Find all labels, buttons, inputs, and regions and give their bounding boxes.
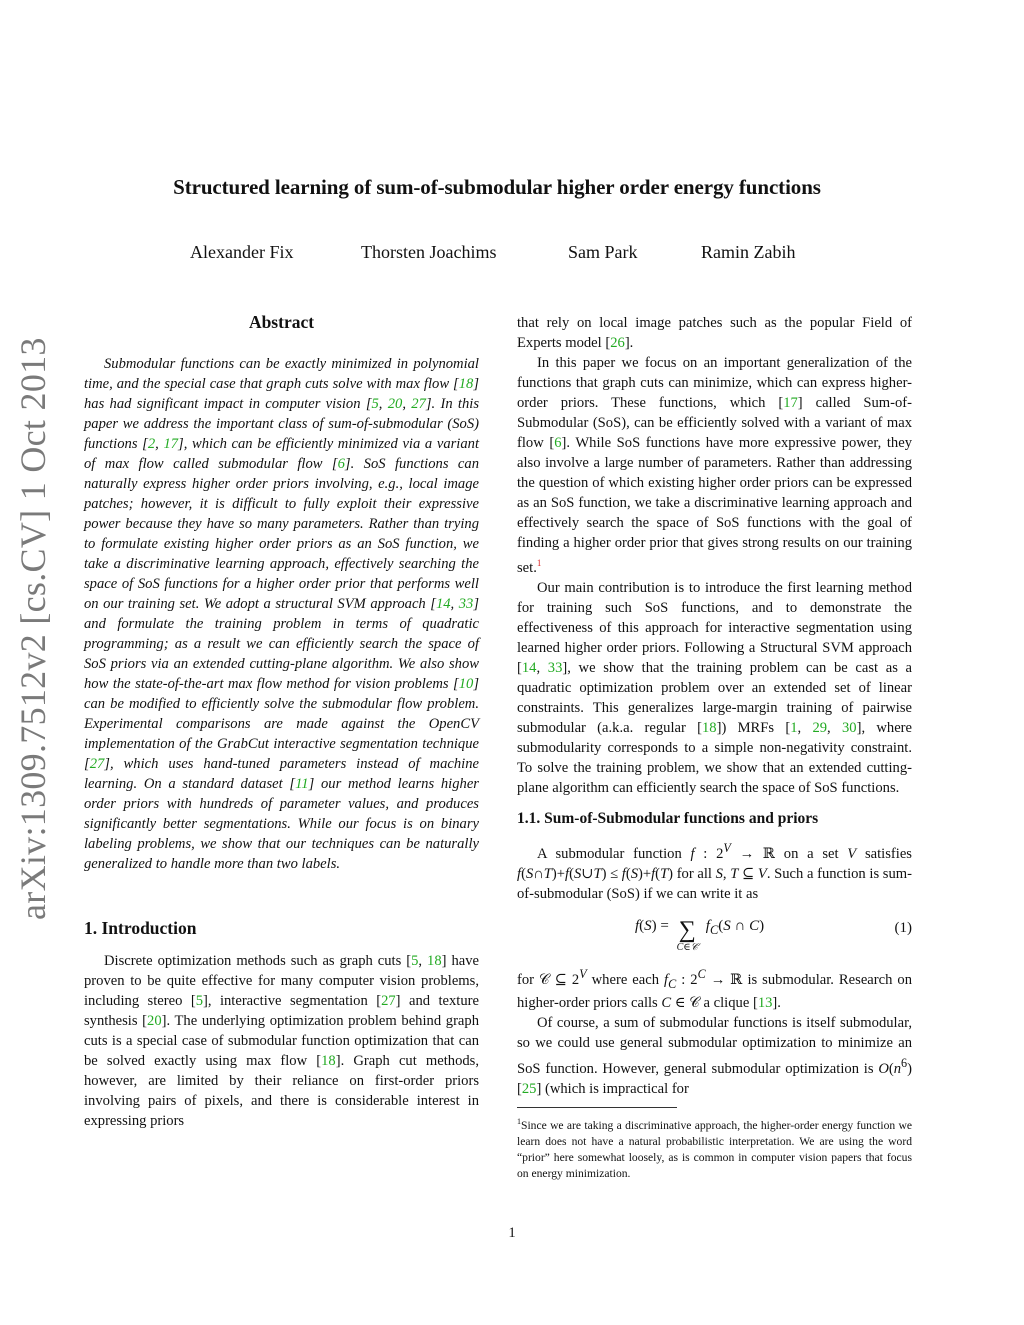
citation-link[interactable]: 33: [458, 596, 474, 612]
footnote-marker[interactable]: 1: [536, 558, 542, 568]
equation-number: (1): [894, 919, 912, 936]
equation-1: [517, 914, 912, 960]
footnote: $^1$Since we are taking a discriminative approach, the higher-order energy function we learn does not have a natural probabilistic interpretation. We are using the word “prior” here somewhat loosely, as is common in computer vision papers that focus on energy minimization.: [517, 1117, 912, 1181]
citation-link[interactable]: 27: [381, 993, 396, 1009]
right-column: [517, 313, 912, 1182]
equation-rhs: $f_C(S$ ∩ C): [705, 917, 765, 937]
page-number: 1: [508, 1225, 516, 1241]
body-paragraph: Of course, a sum of submodular functions is itself submodular, so we could use general submodular optimization to minimize an SoS function. However, general submodular optimization is $O(n^6)$ [25] (which is impractical for: [517, 1015, 912, 1098]
author-name: Thorsten Joachims: [361, 242, 497, 262]
citation-link[interactable]: 20: [387, 396, 403, 412]
citation-link[interactable]: 5: [411, 953, 419, 969]
citation-link[interactable]: 25: [521, 1081, 537, 1098]
citation-link[interactable]: 29: [812, 719, 828, 736]
citation-link[interactable]: 5: [195, 993, 203, 1009]
citation-link[interactable]: 18: [701, 719, 717, 736]
citation-link[interactable]: 10: [458, 676, 474, 692]
subsection-heading: 1.1. Sum-of-Submodular functions and priors: [517, 809, 819, 827]
citation-link[interactable]: 30: [841, 719, 857, 736]
author-list: [0, 242, 1024, 266]
citation-link[interactable]: 26: [610, 335, 625, 351]
citation-link[interactable]: 17: [783, 395, 798, 411]
author-name: Ramin Zabih: [701, 242, 796, 262]
equation-lhs: f(S) =: [635, 917, 669, 934]
citation-link[interactable]: 14: [521, 659, 537, 676]
citation-link[interactable]: 6: [554, 435, 562, 451]
summation-index: C∈𝒞: [676, 941, 699, 953]
section-heading-introduction: 1. Introduction: [84, 918, 197, 938]
citation-link[interactable]: 33: [547, 659, 563, 676]
left-column: [84, 312, 479, 1131]
citation-link[interactable]: 11: [295, 776, 309, 792]
body-paragraph: for 𝒞 ⊆ $2^V$ where each $f_C$ : $2^C$ → ℝ is submodular. Research on higher-order priors calls C ∈ 𝒞 a clique [13].: [517, 966, 913, 1012]
citation-link[interactable]: 14: [435, 596, 451, 612]
abstract-heading: Abstract: [248, 312, 315, 332]
citation-link[interactable]: 1: [790, 719, 798, 736]
body-paragraph: In this paper we focus on an important generalization of the functions that graph cuts can minimize, which can express higher-order priors. These functions, which [17] called Sum-of-Submodular (SoS), can be efficiently solved with a variant of max flow [6]. While SoS functions have more expressive power, they also involve a large number of parameters. Rather than addressing the question of which existing higher order priors can be expressed as an SoS function, we take a discriminative learning approach and effectively search the space of SoS functions with the goal of finding a higher order prior that gives strong results on our training set.$^1$: [517, 355, 912, 576]
citation-link[interactable]: 6: [337, 456, 345, 472]
arxiv-identifier: arXiv:1309.7512v2 [cs.CV] 1 Oct 2013: [13, 337, 53, 920]
equation-body: [635, 918, 764, 954]
summation-symbol: ∑ C∈𝒞: [676, 916, 699, 953]
author-name: Sam Park: [568, 242, 638, 262]
citation-link[interactable]: 17: [163, 436, 179, 452]
citation-link[interactable]: 18: [458, 376, 474, 392]
citation-link[interactable]: 18: [321, 1053, 336, 1069]
citation-link[interactable]: 2: [147, 436, 156, 452]
citation-link[interactable]: 20: [147, 1013, 162, 1029]
body-paragraph: A submodular function f : $2^V$ → ℝ on a set V satisfies f(S∩T)+f(S∪T) ≤ f(S)+f(T) for all S, T ⊆ V. Such a function is sum-of-submodular (SoS) if we can write it as: [517, 840, 912, 902]
citation-link[interactable]: 27: [89, 756, 105, 772]
footnote-divider: [517, 1107, 677, 1108]
citation-link[interactable]: 5: [371, 396, 379, 412]
author-name: Alexander Fix: [190, 242, 294, 262]
body-paragraph: Our main contribution is to introduce the first learning method for training such SoS functions, and to demonstrate the effectiveness of this approach for interactive segmentation using learned higher order priors. Following a Structural SVM approach [14, 33], we show that the training problem can be cast as a quadratic optimization problem over an extended set of linear constraints. This generalizes large-margin training of pairwise submodular (a.k.a. regular [18]) MRFs [1, 29, 30], where submodularity corresponds to a simple non-negativity constraint. To solve the training problem, we show that an extended cutting-plane algorithm can efficiently search the space of SoS functions.: [517, 579, 913, 796]
intro-paragraph: Discrete optimization methods such as graph cuts [5, 18] have proven to be quite effective for many computer vision problems, including stereo [5], interactive segmentation [27] and texture synthesis [20]. The underlying optimization problem behind graph cuts is a special case of submodular function optimization that can be solved exactly using max flow [18]. Graph cut methods, however, are limited by their reliance on first-order priors involving pairs of pixels, and there is considerable interest in expressing priors: [84, 953, 480, 1129]
body-paragraph: that rely on local image patches such as the popular Field of Experts model [26].: [517, 315, 912, 351]
citation-link[interactable]: 27: [411, 396, 426, 412]
citation-link[interactable]: 18: [427, 953, 442, 969]
citation-link[interactable]: 13: [757, 995, 773, 1012]
abstract-text: Submodular functions can be exactly minimized in polynomial time, and the special case that graph cuts solve with max flow [18] has had significant impact in computer vision [5, 20, 27]. In this paper we address the important class of sum-of-submodular (SoS) functions [2, 17], which can be efficiently minimized via a variant of max flow called submodular flow [6]. SoS functions can naturally express higher order priors involving, e.g., local image patches; however, it is difficult to fully exploit their expressive power because they have so many parameters. Rather than trying to formulate existing higher order priors as an SoS function, we take a discriminative learning approach, effectively searching the space of SoS functions for a higher order prior that performs well on our training set. We adopt a structural SVM approach [14, 33] and formulate the training problem in terms of quadratic programming; as a result we can efficiently search the space of SoS priors via an extended cutting-plane algorithm. We also show how the state-of-the-art max flow method for vision problems [10] can be modified to efficiently solve the submodular flow problem. Experimental comparisons are made against the OpenCV implementation of the GrabCut interactive segmentation technique [27], which uses hand-tuned parameters instead of machine learning. On a standard dataset [11] our method learns higher order priors with hundreds of parameter values, and produces significantly better segmentations. While our focus is on binary labeling problems, we show that our techniques can be naturally generalized to handle more than two labels.: [84, 356, 480, 872]
paper-title: Structured learning of sum-of-submodular higher order energy functions: [173, 175, 821, 199]
